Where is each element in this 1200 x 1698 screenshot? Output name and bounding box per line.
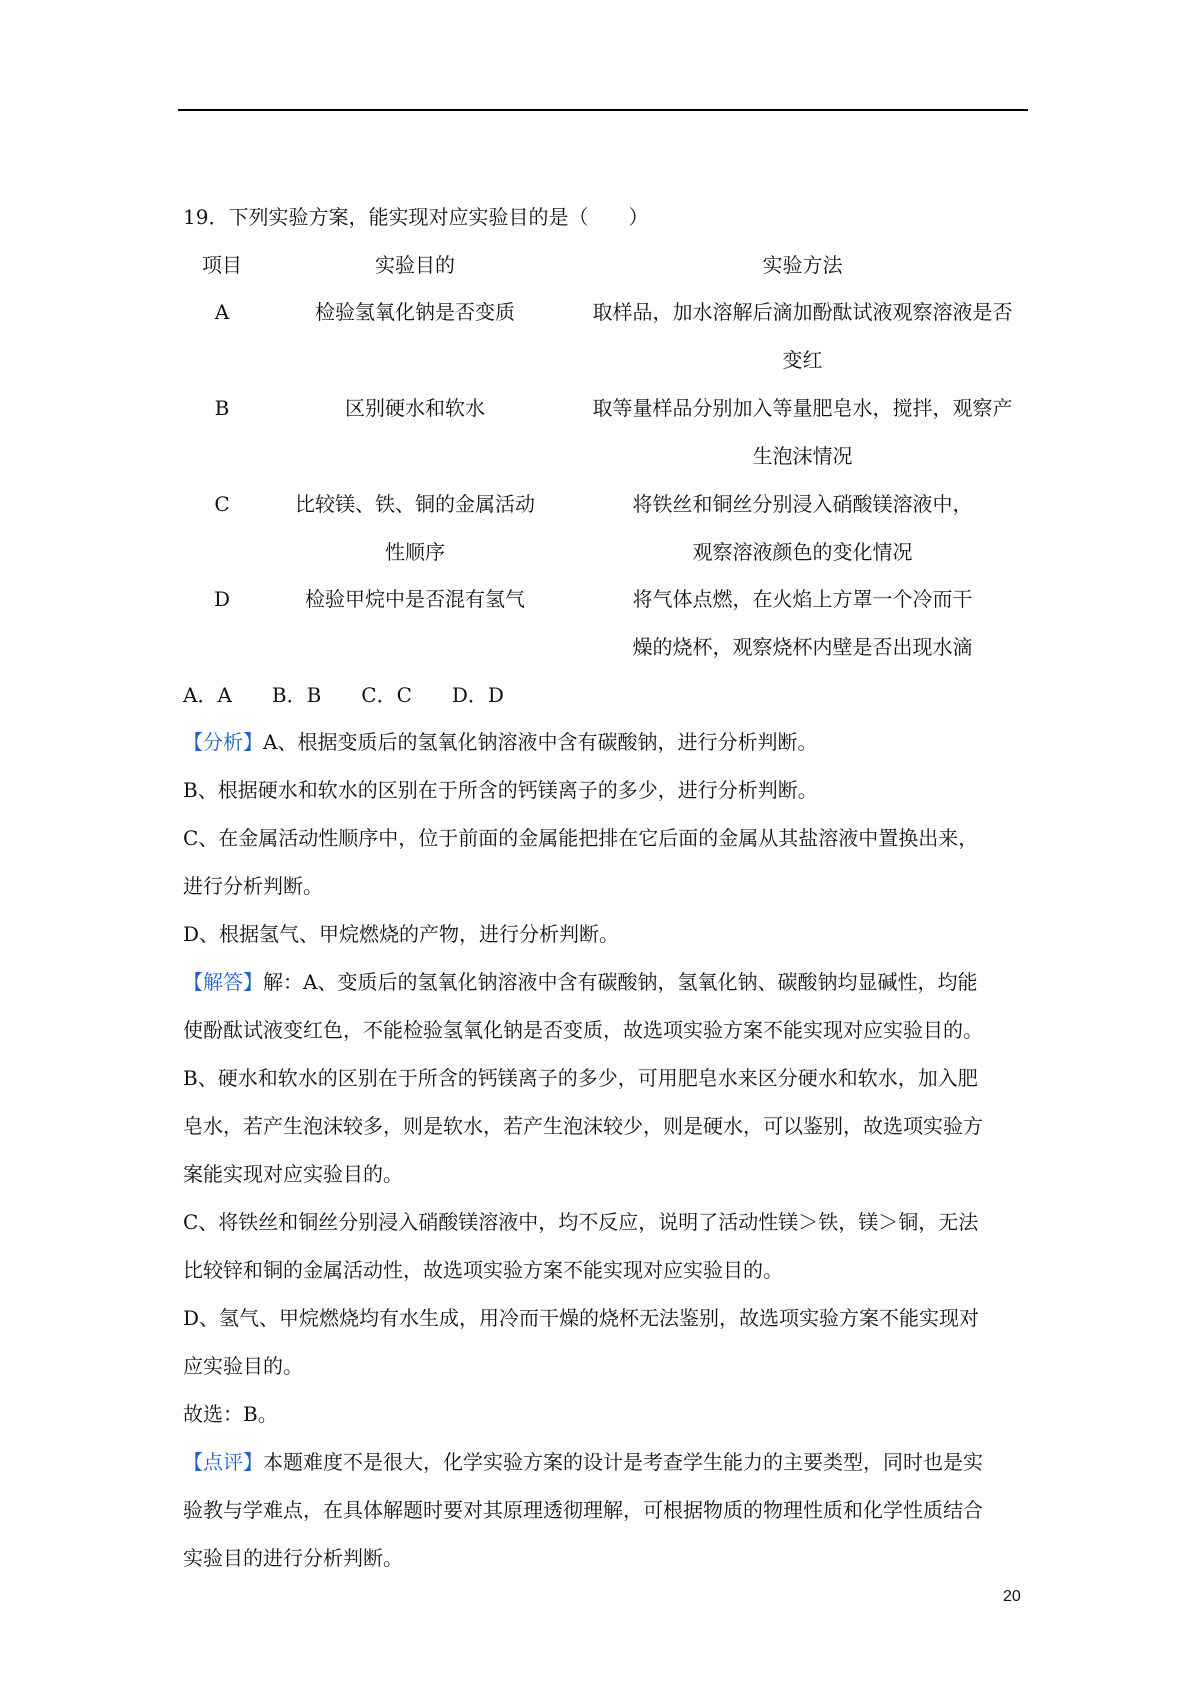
- comment-line-2: 验教与学难点，在具体解题时要对其原理透彻理解，可根据物质的物理性质和化学性质结合: [183, 1498, 983, 1522]
- page-number: 20: [1003, 1588, 1021, 1605]
- header-method: 实验方法: [762, 253, 843, 277]
- comment-line-3: 实验目的进行分析判断。: [183, 1546, 403, 1570]
- solution-line-5: 案能实现对应实验目的。: [183, 1162, 403, 1186]
- analysis-line-1: 【分析】A、根据变质后的氢氧化钠溶液中含有碳酸钠，进行分析判断。: [183, 730, 818, 754]
- analysis-line-5: D、根据氢气、甲烷燃烧的产物，进行分析判断。: [183, 922, 620, 946]
- answer-options: A．A B．B C．C D．D: [183, 683, 504, 707]
- row-a-method-line2: 变红: [782, 348, 823, 372]
- question-stem: 19．下列实验方案，能实现对应实验目的是（ ）: [183, 205, 649, 229]
- row-a-method-line1: 取样品，加水溶解后滴加酚酞试液观察溶液是否: [592, 300, 1013, 324]
- row-a-item: A: [214, 300, 230, 324]
- row-b-method-line1: 取等量样品分别加入等量肥皂水，搅拌，观察产: [592, 396, 1013, 420]
- solution-tag: 【解答】: [183, 970, 263, 994]
- row-c-method-line1: 将铁丝和铜丝分别浸入硝酸镁溶液中，: [632, 492, 973, 516]
- row-d-purpose: 检验甲烷中是否混有氢气: [305, 587, 525, 611]
- solution-line-8: D、氢气、甲烷燃烧均有水生成，用冷而干燥的烧杯无法鉴别，故选项实验方案不能实现对: [183, 1306, 980, 1330]
- solution-line-7: 比较锌和铜的金属活动性，故选项实验方案不能实现对应实验目的。: [183, 1258, 783, 1282]
- header-purpose: 实验目的: [375, 253, 455, 277]
- analysis-line-3: C、在金属活动性顺序中，位于前面的金属能把排在它后面的金属从其盐溶液中置换出来，: [183, 826, 979, 850]
- row-b-purpose: 区别硬水和软水: [345, 396, 485, 420]
- solution-line-6: C、将铁丝和铜丝分别浸入硝酸镁溶液中，均不反应，说明了活动性镁＞铁，镁＞铜，无法: [183, 1210, 979, 1234]
- row-d-item: D: [213, 587, 231, 611]
- comment-tag: 【点评】: [183, 1450, 263, 1474]
- header-rule: [178, 109, 1028, 111]
- solution-line-2: 使酚酞试液变红色，不能检验氢氧化钠是否变质，故选项实验方案不能实现对应实验目的。: [183, 1018, 983, 1042]
- solution-line-9: 应实验目的。: [183, 1354, 303, 1378]
- row-c-purpose-line1: 比较镁、铁、铜的金属活动: [295, 492, 535, 516]
- row-d-method-line1: 将气体点燃，在火焰上方罩一个冷而干: [632, 587, 973, 611]
- comment-line-1: 【点评】本题难度不是很大，化学实验方案的设计是考查学生能力的主要类型，同时也是实: [183, 1450, 983, 1474]
- header-item: 项目: [202, 253, 242, 277]
- solution-line-4: 皂水，若产生泡沫较多，则是软水，若产生泡沫较少，则是硬水，可以鉴别，故选项实验方: [183, 1114, 983, 1138]
- row-b-method-line2: 生泡沫情况: [752, 444, 853, 468]
- analysis-tag: 【分析】: [183, 730, 263, 754]
- solution-line-1: 【解答】解：A、变质后的氢氧化钠溶液中含有碳酸钠，氢氧化钠、碳酸钠均显碱性，均能: [183, 970, 978, 994]
- solution-line-10: 故选：B。: [183, 1402, 278, 1426]
- row-a-purpose: 检验氢氧化钠是否变质: [315, 300, 515, 324]
- row-c-method-line2: 观察溶液颜色的变化情况: [692, 540, 913, 564]
- row-c-item: C: [214, 492, 230, 516]
- analysis-line-4: 进行分析判断。: [183, 874, 323, 898]
- row-b-item: B: [214, 396, 230, 420]
- analysis-line-2: B、根据硬水和软水的区别在于所含的钙镁离子的多少，进行分析判断。: [183, 778, 818, 802]
- row-c-purpose-line2: 性顺序: [385, 540, 445, 564]
- row-d-method-line2: 燥的烧杯，观察烧杯内壁是否出现水滴: [632, 635, 973, 659]
- solution-line-3: B、硬水和软水的区别在于所含的钙镁离子的多少，可用肥皂水来区分硬水和软水，加入肥: [183, 1066, 978, 1090]
